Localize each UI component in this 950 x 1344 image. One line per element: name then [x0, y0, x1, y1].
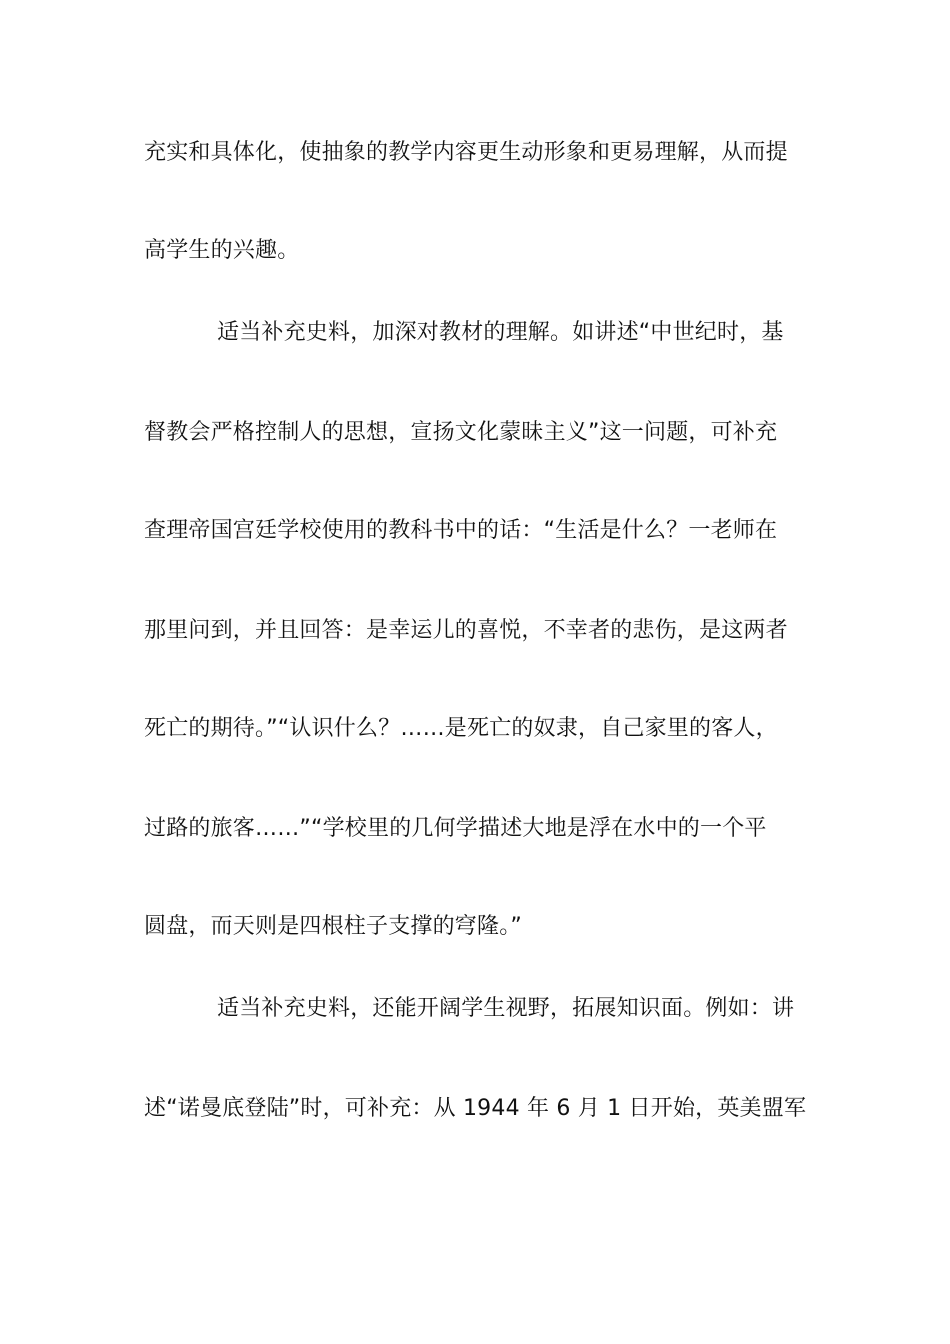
text-line-7: 死亡的期待。”“认识什么？……是死亡的奴隶，自己家里的客人， — [144, 716, 778, 741]
text-line-2: 高学生的兴趣。 — [144, 238, 300, 263]
text-line-10: 适当补充史料，还能开阔学生视野，拓展知识面。例如：讲 — [217, 996, 795, 1021]
text-line-3: 适当补充史料，加深对教材的理解。如讲述“中世纪时，基 — [217, 320, 784, 345]
text-line-6: 那里问到，并且回答：是幸运儿的喜悦，不幸者的悲伤，是这两者 — [144, 618, 788, 643]
text-line-9: 圆盘，而天则是四根柱子支撑的穹隆。” — [144, 914, 522, 939]
text-line-5: 查理帝国宫廷学校使用的教科书中的话：“生活是什么？一老师在 — [144, 518, 778, 543]
text-line-8: 过路的旅客……”“学校里的几何学描述大地是浮在水中的一个平 — [144, 816, 767, 841]
text-line-11: 述“诺曼底登陆”时，可补充：从 1944 年 6 月 1 日开始，英美盟军 — [144, 1096, 807, 1121]
text-line-1: 充实和具体化，使抽象的教学内容更生动形象和更易理解，从而提 — [144, 140, 788, 165]
text-line-4: 督教会严格控制人的思想，宣扬文化蒙昧主义”这一问题，可补充 — [144, 420, 778, 445]
